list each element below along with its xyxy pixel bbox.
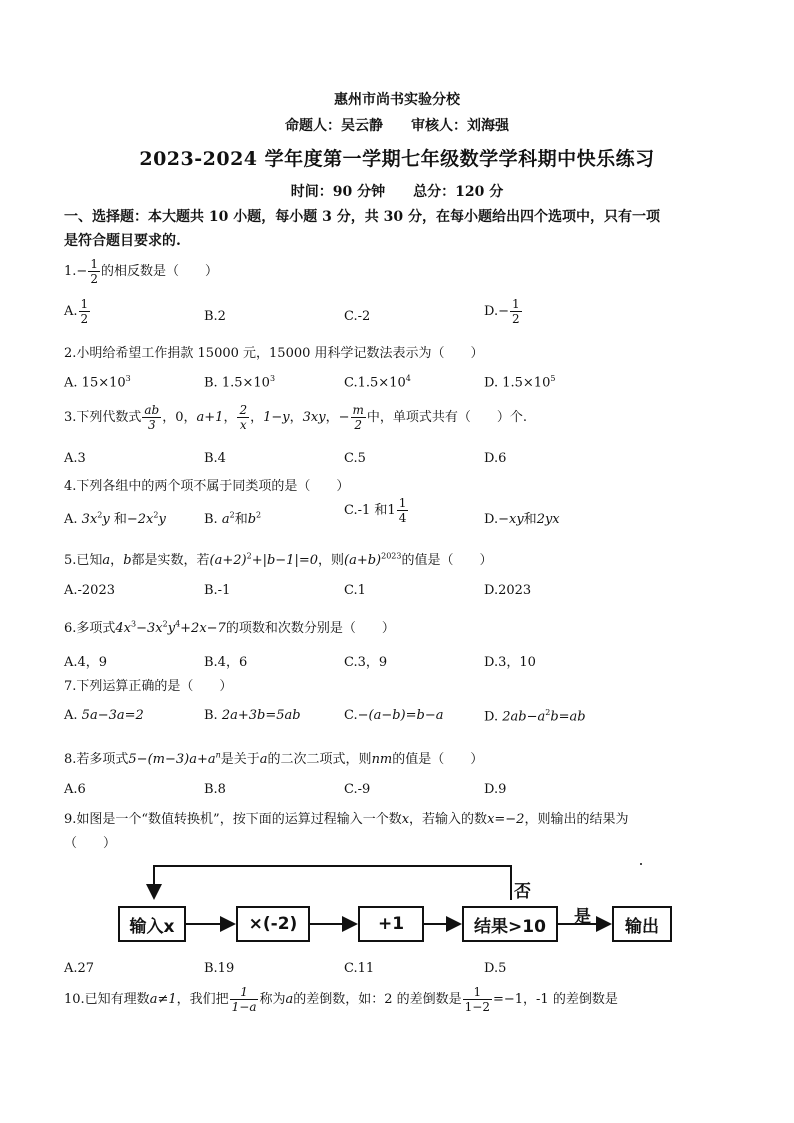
q3-option-d[interactable]: D.6 [484, 451, 507, 466]
question-5: 5.已知a，b都是实数，若$(a+2)^2+|b-1|=0$，则$(a+b)^{2023}$的值是（ ） [64, 551, 493, 568]
question-6: 6.多项式$4x^3-3x^2y^4+2x-7$的项数和次数分别是（ ） [64, 619, 395, 636]
output-box: 输出 [612, 906, 672, 942]
q8-option-b[interactable]: B.8 [204, 782, 226, 797]
q2-option-a[interactable]: A. $15\times 10^3$ [64, 374, 131, 391]
q6-option-c[interactable]: C.3，9 [344, 655, 388, 670]
q2-option-b[interactable]: B. $1.5\times 10^3$ [204, 374, 276, 391]
q3-option-a[interactable]: A.3 [64, 451, 86, 466]
q6-option-a[interactable]: A.4，9 [64, 655, 108, 670]
question-9: 9.如图是一个“数值转换机”，按下面的运算过程输入一个数x，若输入的数x=−2，则输出的结果为 [64, 812, 629, 827]
q4-option-b[interactable]: B. $a^2$和$b^2$ [204, 510, 262, 527]
q7-option-b[interactable]: B. 2a+3b=5ab [204, 708, 301, 723]
q5-option-a[interactable]: A.-2023 [64, 583, 115, 598]
section-heading-line1: 一、选择题：本大题共 10 小题，每小题 3 分，共 30 分，在每小题给出四个选项中，只有一项 [64, 209, 660, 225]
q2-option-d[interactable]: D. $1.5\times 10^5$ [484, 374, 556, 391]
q4-option-d[interactable]: D.−xy和2yx [484, 512, 560, 527]
q8-option-a[interactable]: A.6 [64, 782, 86, 797]
q4-option-c[interactable]: C.-1 和1 $\frac{1}{4}$ [344, 496, 407, 525]
q1-option-b[interactable]: B.2 [204, 309, 226, 324]
stray-mark [640, 863, 642, 865]
q7-option-d[interactable]: D. $2ab-a^2b=ab$ [484, 708, 586, 725]
q7-option-c[interactable]: C.−(a−b)=b−a [344, 708, 444, 723]
q3-option-c[interactable]: C.5 [344, 451, 366, 466]
q8-option-c[interactable]: C.-9 [344, 782, 371, 797]
question-9-answer-paren: （ ） [64, 836, 117, 851]
question-1: 1.− $\frac{1}{2}$ 的相反数是（ ） [64, 257, 218, 286]
q3-option-b[interactable]: B.4 [204, 451, 226, 466]
q5-option-c[interactable]: C.1 [344, 583, 366, 598]
no-label: 否 [514, 882, 531, 902]
multiply-box: ×(-2) [236, 906, 310, 942]
q5-option-d[interactable]: D.2023 [484, 583, 532, 598]
school-name: 惠州市尚书实验分校 [334, 92, 460, 108]
q8-option-d[interactable]: D.9 [484, 782, 507, 797]
exam-meta: 时间：90 分钟 总分：120 分 [290, 184, 504, 200]
q1-option-c[interactable]: C.-2 [344, 309, 371, 324]
q4-option-a[interactable]: A. $3x^2y$ 和$-2x^2y$ [64, 510, 166, 527]
number-converter-diagram [110, 860, 680, 950]
yes-label: 是 [574, 907, 591, 927]
input-box: 输入x [118, 906, 186, 942]
exam-title: 2023-2024 学年度第一学期七年级数学学科期中快乐练习 [139, 148, 655, 170]
section-heading-line2: 是符合题目要求的. [64, 233, 181, 249]
result-check-box: 结果>10 [462, 906, 558, 942]
question-8: 8.若多项式$5-(m-3)a+a^n$是关于a的二次二项式，则nm的值是（ ） [64, 750, 484, 767]
q1-option-d[interactable]: D.− $\frac{1}{2}$ [484, 297, 520, 326]
q9-option-a[interactable]: A.27 [64, 961, 95, 976]
q2-option-c[interactable]: $C.1.5\times 10^4$ [344, 374, 411, 391]
q5-option-b[interactable]: B.-1 [204, 583, 231, 598]
q1-option-a[interactable]: A. $\frac{1}{2}$ [64, 297, 89, 326]
add-one-box: +1 [358, 906, 424, 942]
q9-option-b[interactable]: B.19 [204, 961, 235, 976]
authors-line: 命题人：吴云静 审核人：刘海强 [285, 118, 509, 134]
question-2: 2.小明给希望工作捐款 15000 元，15000 用科学记数法表示为（ ） [64, 346, 484, 361]
question-3: 3.下列代数式 $\frac{ab}{3}$ ，0，a+1， $\frac{2}{x}$ ，1−y，3xy，− $\frac{m}{2}$ 中，单项式共有（ ）个. [64, 403, 528, 432]
question-4: 4.下列各组中的两个项不属于同类项的是（ ） [64, 479, 350, 494]
q9-option-c[interactable]: C.11 [344, 961, 375, 976]
q6-option-d[interactable]: D.3，10 [484, 655, 536, 670]
q7-option-a[interactable]: A. 5a−3a=2 [64, 708, 144, 723]
q9-option-d[interactable]: D.5 [484, 961, 507, 976]
q6-option-b[interactable]: B.4，6 [204, 655, 248, 670]
feedback-loop-arrow [154, 866, 511, 900]
question-7: 7.下列运算正确的是（ ） [64, 679, 233, 694]
question-10: 10.已知有理数a≠1，我们把 $\frac{1}{1-a}$ 称为a的差倒数，如：2 的差倒数是 $\frac{1}{1-2}$ =−1，-1 的差倒数是 [64, 985, 618, 1014]
